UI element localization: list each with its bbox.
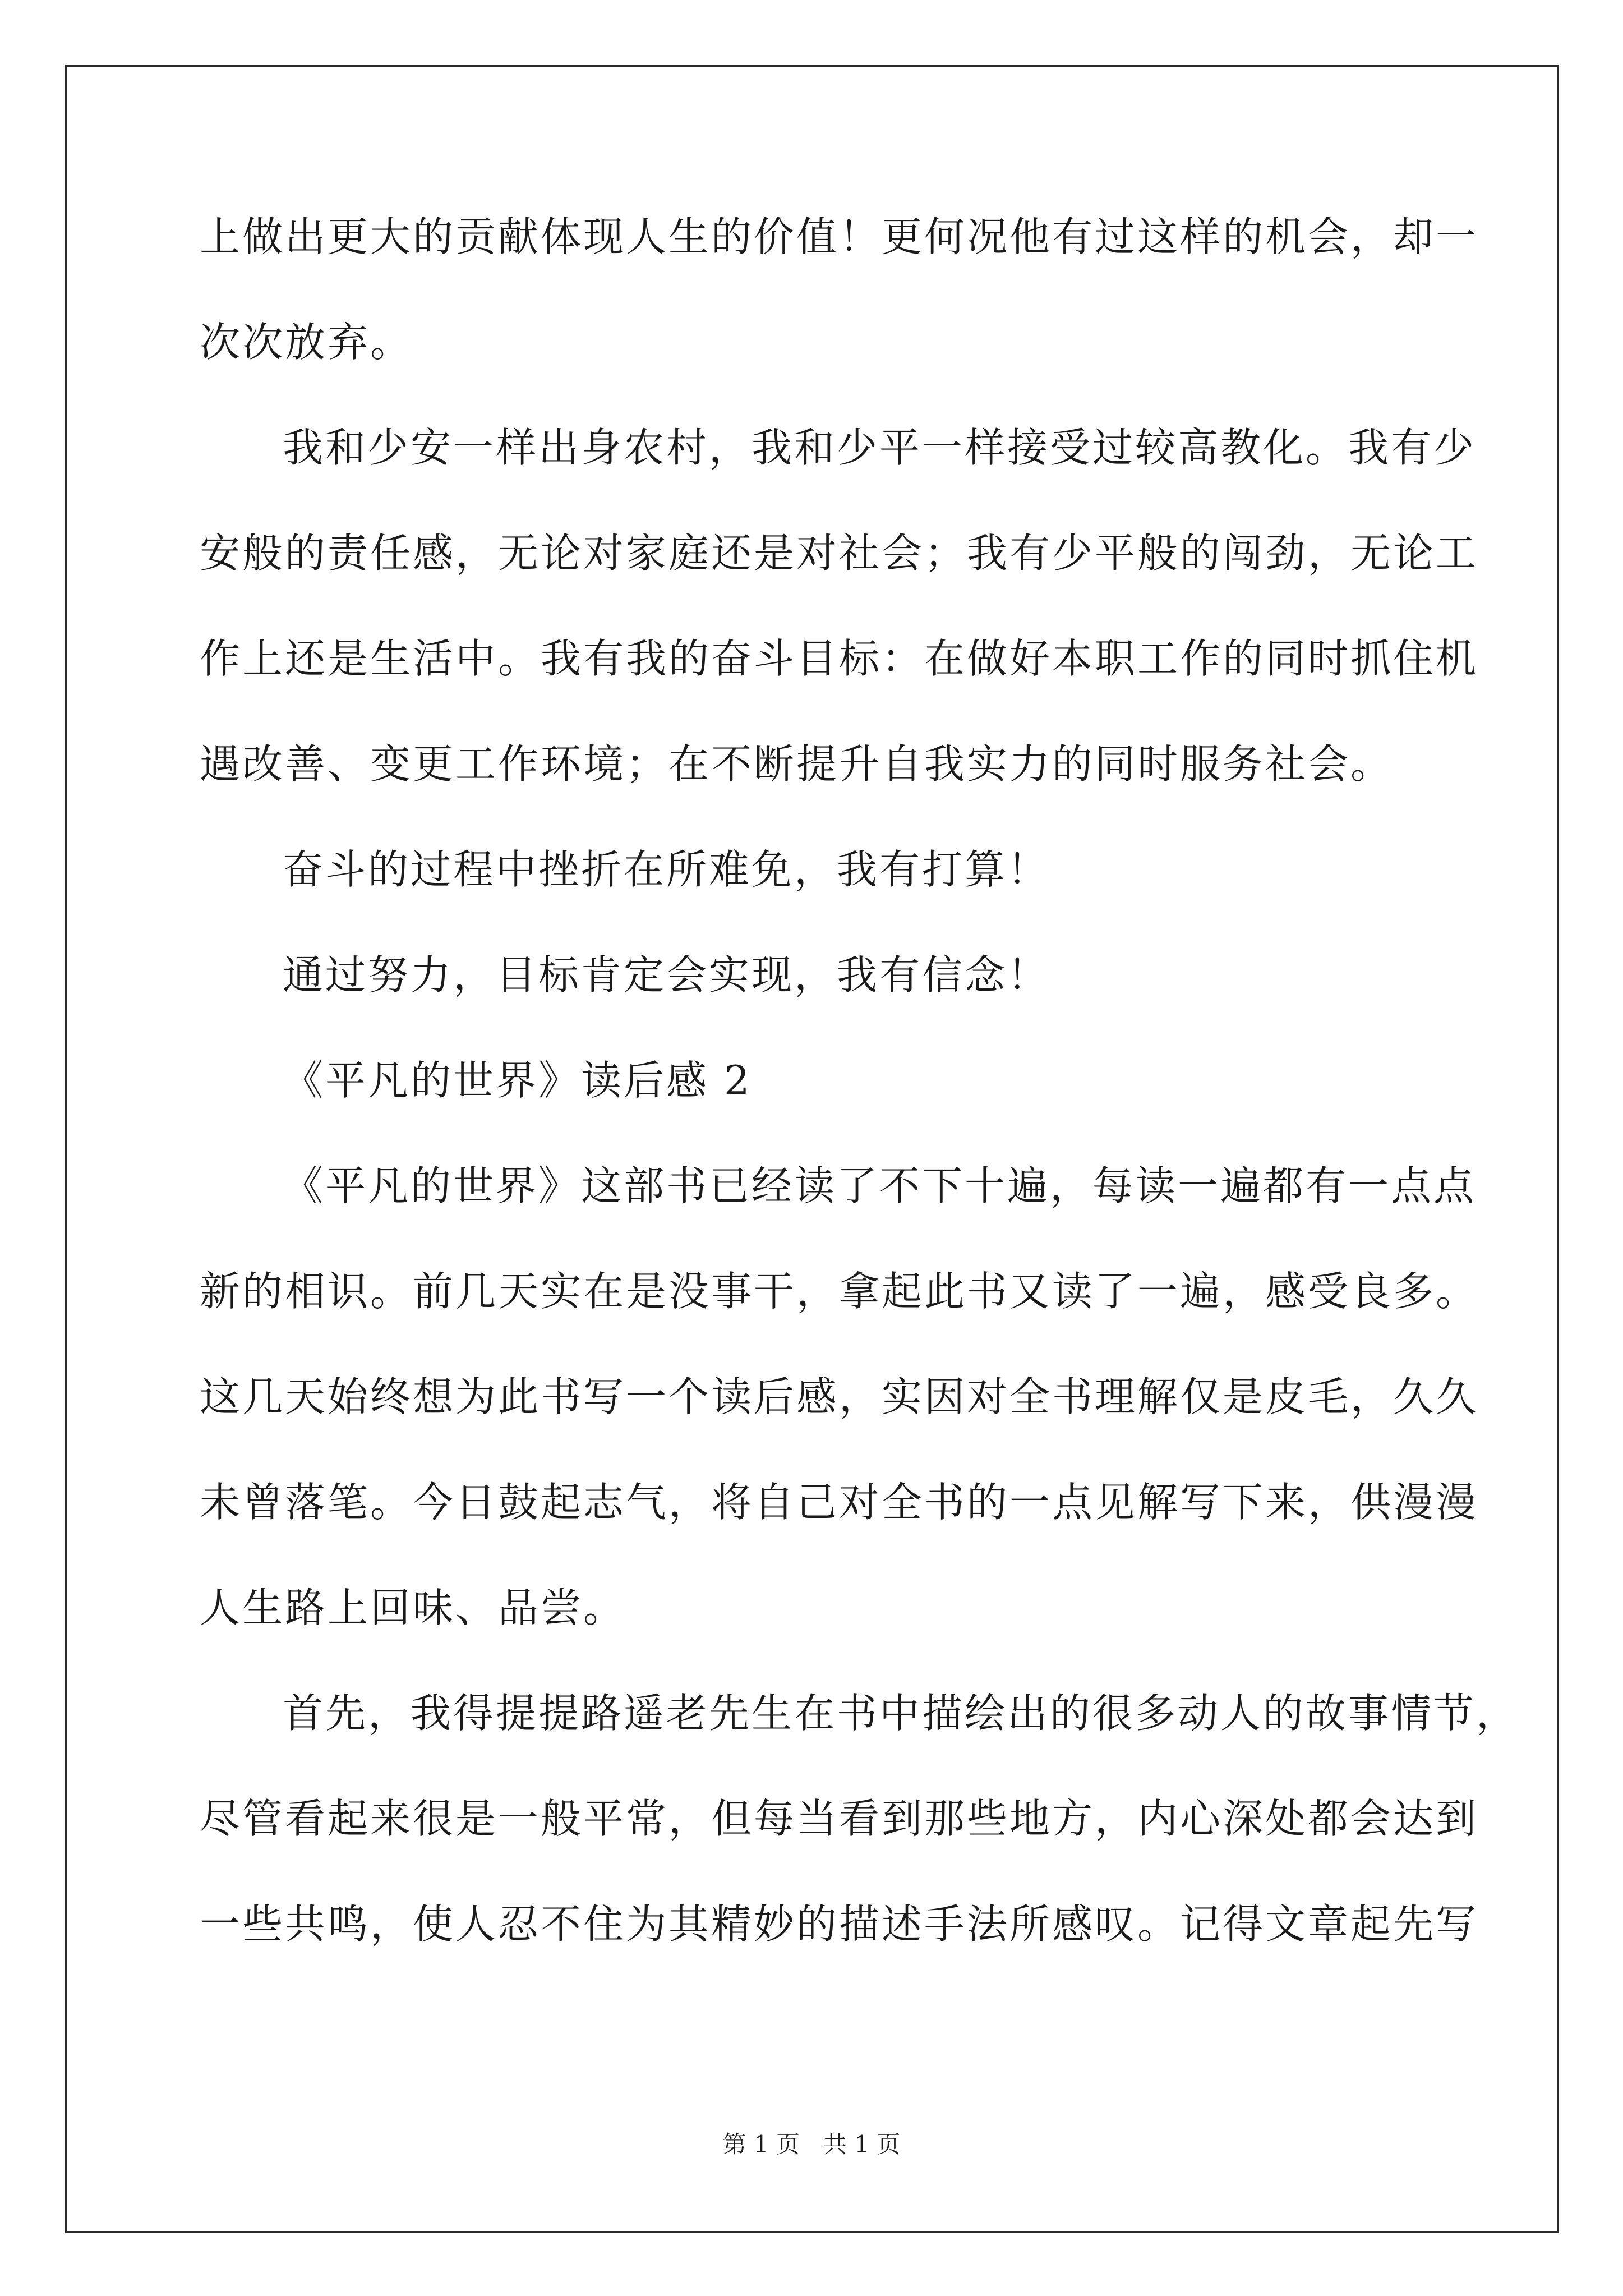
- text-line: 上做出更大的贡献体现人生的价值！更何况他有过这样的机会，却一: [200, 213, 1479, 260]
- text-line: 作上还是生活中。我有我的奋斗目标：在做好本职工作的同时抓住机: [200, 635, 1479, 682]
- page-footer: 第 1 页 共 1 页: [722, 2131, 901, 2158]
- paragraph-start: 我和少安一样出身农村，我和少平一样接受过较高教化。我有少: [283, 424, 1477, 471]
- paragraph-start: 首先，我得提提路遥老先生在书中描绘出的很多动人的故事情节，: [283, 1690, 1519, 1737]
- text-line: 次次放弃。: [200, 319, 413, 366]
- paragraph-start: 《平凡的世界》这部书已经读了不下十遍，每读一遍都有一点点: [283, 1162, 1477, 1209]
- paragraph-start: 通过努力，目标肯定会实现，我有信念！: [283, 951, 1050, 999]
- text-line: 尽管看起来很是一般平常，但每当看到那些地方，内心深处都会达到: [200, 1795, 1479, 1842]
- text-line: 新的相识。前几天实在是没事干，拿起此书又读了一遍，感受良多。: [200, 1268, 1479, 1315]
- text-line: 遇改善、变更工作环境；在不断提升自我实力的同时服务社会。: [200, 740, 1394, 788]
- text-line: 这几天始终想为此书写一个读后感，实因对全书理解仅是皮毛，久久: [200, 1373, 1479, 1420]
- document-body: [200, 208, 1519, 2000]
- section-heading: 《平凡的世界》读后感 2: [283, 1057, 752, 1104]
- text-line: 安般的责任感，无论对家庭还是对社会；我有少平般的闯劲，无论工: [200, 530, 1479, 577]
- text-line: 人生路上回味、品尝。: [200, 1584, 626, 1631]
- text-line: 未曾落笔。今日鼓起志气，将自己对全书的一点见解写下来，供漫漫: [200, 1479, 1479, 1526]
- text-line: 一些共鸣，使人忍不住为其精妙的描述手法所感叹。记得文章起先写: [200, 1901, 1479, 1948]
- paragraph-start: 奋斗的过程中挫折在所难免，我有打算！: [283, 846, 1050, 893]
